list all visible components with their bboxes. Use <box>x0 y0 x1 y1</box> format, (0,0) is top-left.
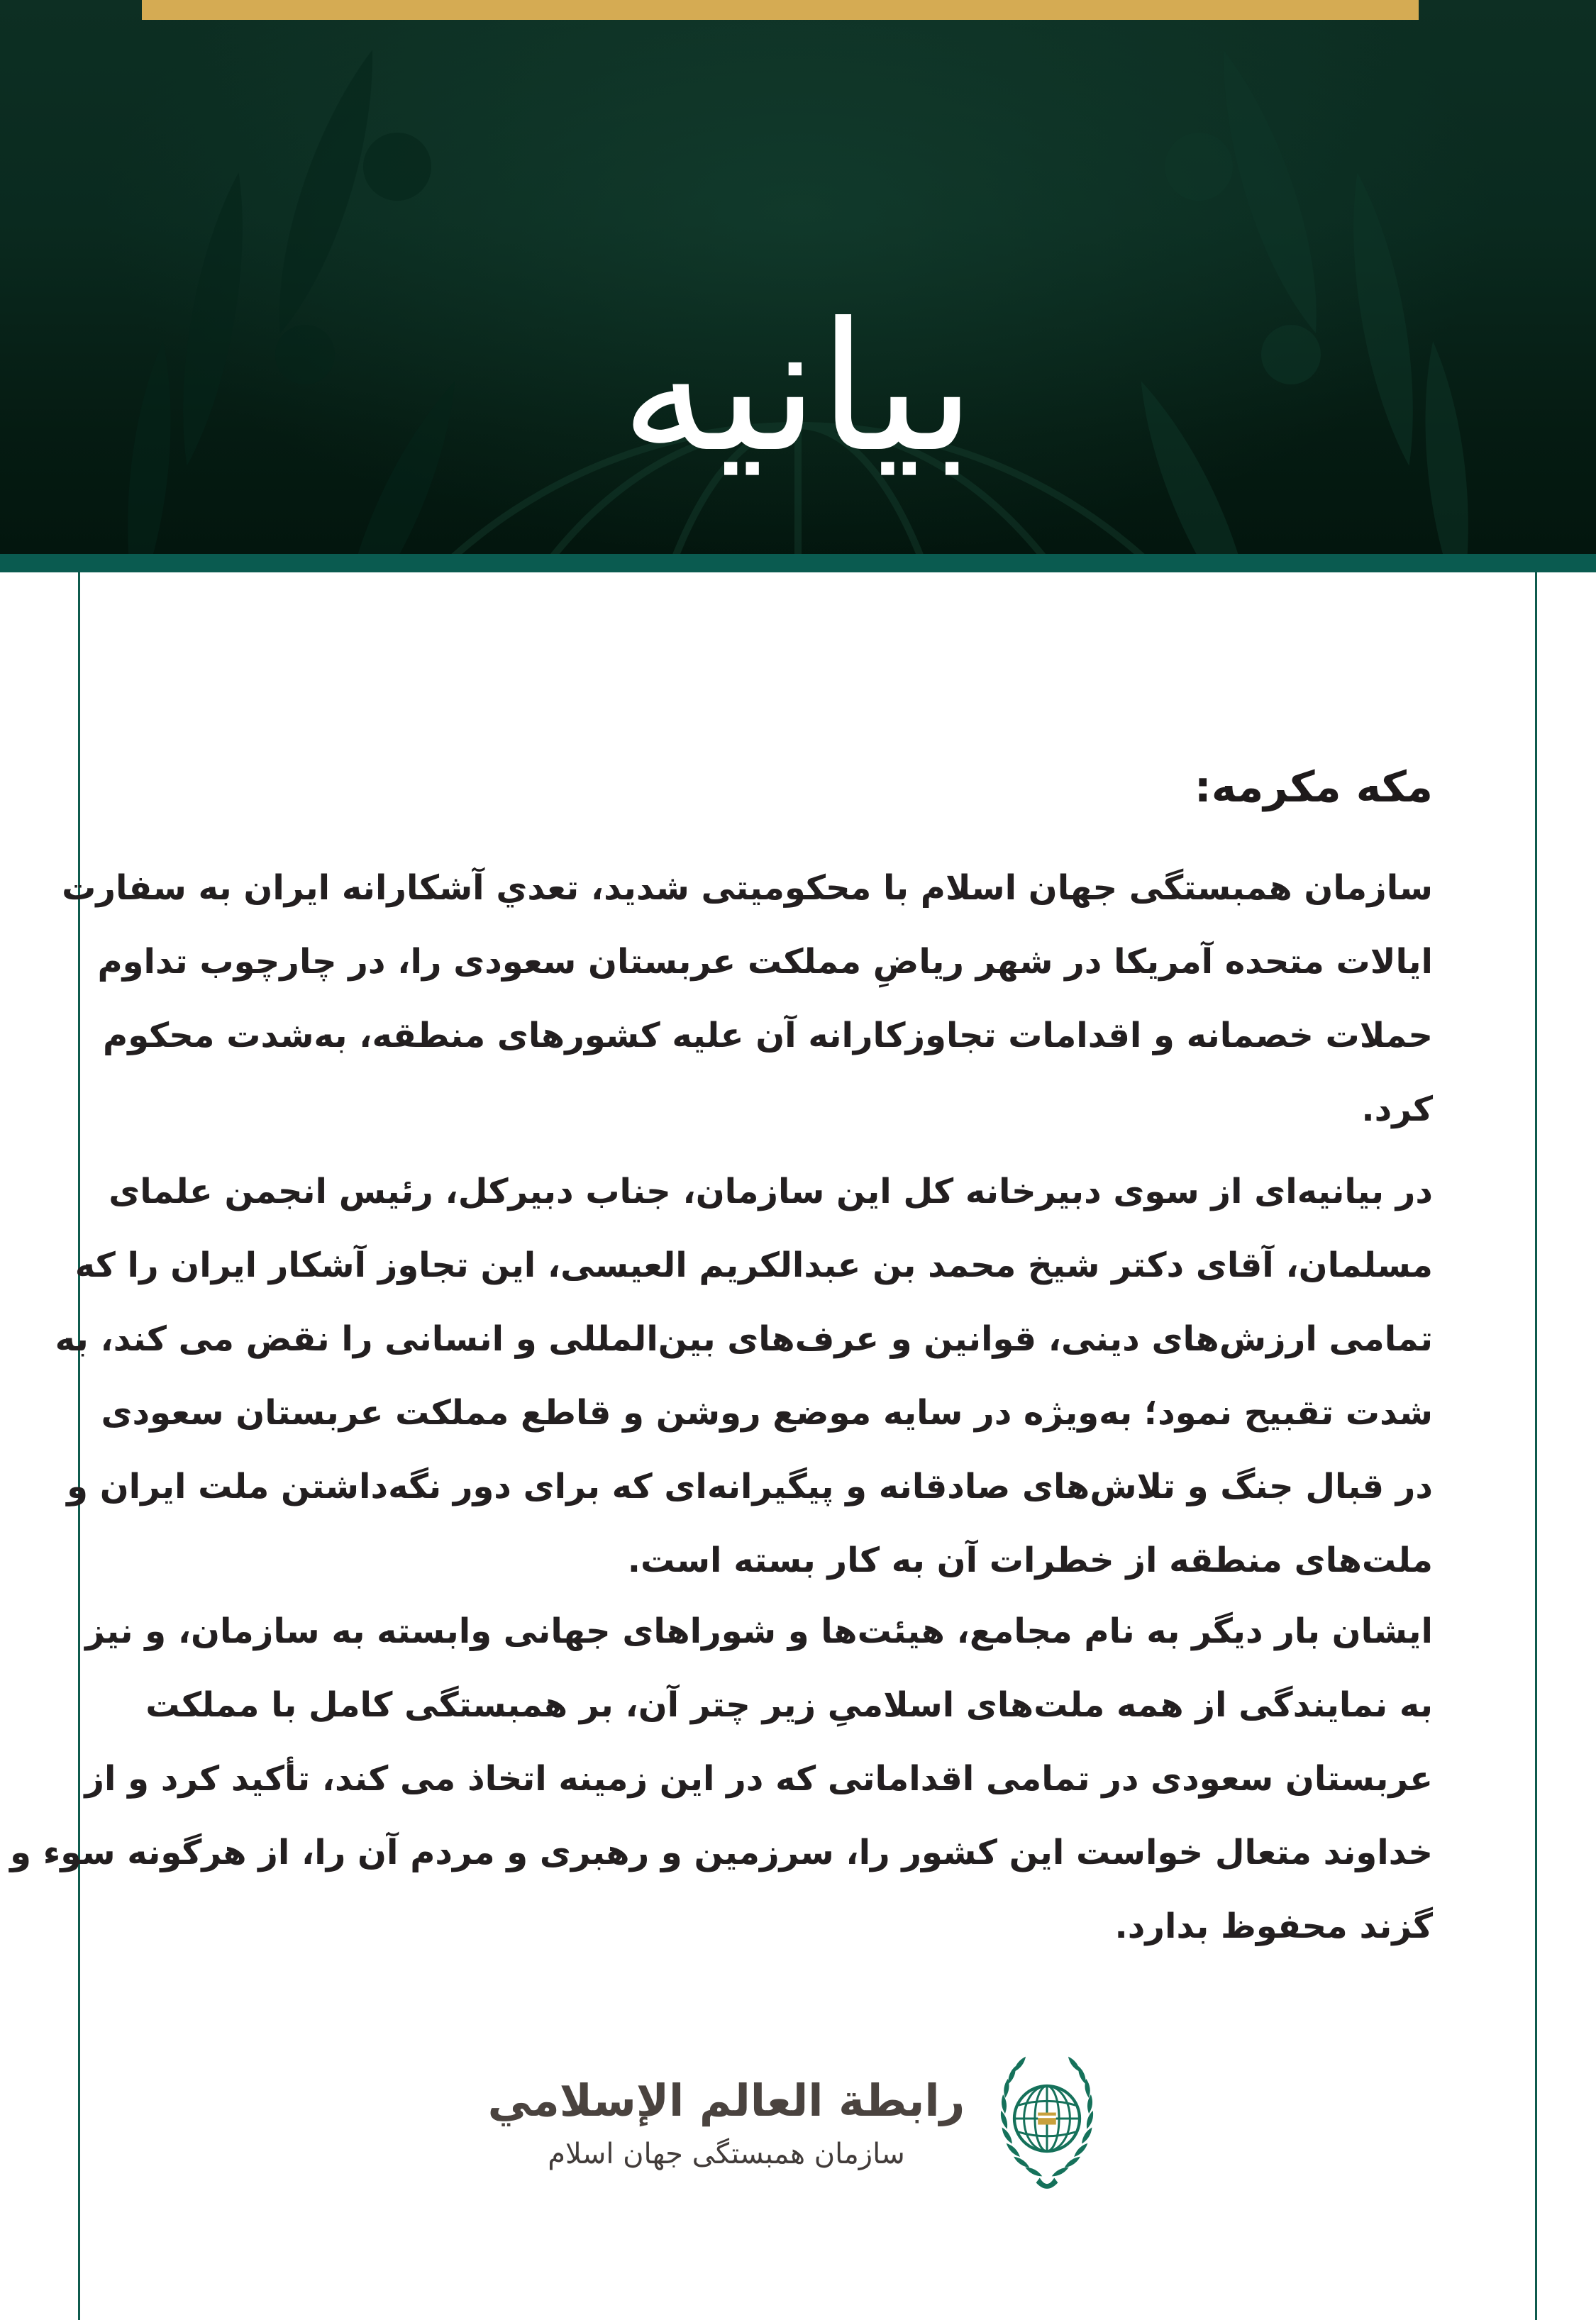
paragraph-line: تمامی ارزش‌های دینی، قوانین و عرف‌های بین‌المللی و انسانی را نقض می کند، به <box>55 1319 1433 1359</box>
paragraph-line: عربستان سعودی در تمامی اقداماتی که در این زمینه اتخاذ می کند، تأکید کرد و از <box>84 1759 1433 1799</box>
arabic-calligraphy-title: رابطة العالم الإسلامي <box>487 2074 965 2126</box>
paragraph-line: گزند محفوظ بدارد. <box>1114 1906 1433 1946</box>
statement-title: بیانیه <box>620 284 976 491</box>
paragraph-line: ایشان بار دیگر به نام مجامع، هیئت‌ها و شوراهای جهانی وابسته به سازمان، و نیز <box>85 1611 1433 1651</box>
kaaba-icon <box>1038 2113 1057 2125</box>
paragraph-line: حملات خصمانه و اقدامات تجاوزکارانه آن علیه کشورهای منطقه، به‌شدت محکوم <box>103 1016 1433 1055</box>
paragraph-line: به نمایندگی از همه ملت‌های اسلامیِ زیر چتر آن، بر همبستگی کامل با مملکت <box>145 1685 1433 1725</box>
paragraph-line: ایالات متحده آمریکا در شهر ریاضِ مملکت عربستان سعودی را، در چارچوب تداوم <box>97 942 1433 982</box>
paragraph-line: در قبال جنگ و تلاش‌های صادقانه و پیگیرانه‌ای که برای دور نگه‌داشتن ملت ایران و <box>67 1467 1433 1506</box>
salutation-heading: مکه مکرمه: <box>1194 762 1433 812</box>
gold-accent-bar <box>142 0 1419 20</box>
paragraph-line: کرد. <box>1361 1089 1433 1129</box>
statement-paragraph-2 <box>55 1155 1433 1597</box>
paragraph-line: شدت تقبیح نمود؛ به‌ویژه در سایه موضع روشن و قاطع مملکت عربستان سعودی <box>101 1393 1433 1433</box>
statement-paragraph-1 <box>62 851 1433 1146</box>
organization-logo-text <box>488 2075 965 2171</box>
organization-name: سازمان همبستگی جهان اسلام <box>548 2138 905 2171</box>
statement-paragraph-3 <box>10 1594 1433 1963</box>
paragraph-line: خداوند متعال خواست این کشور را، سرزمین و رهبری و مردم آن را، از هرگونه سوء و <box>10 1833 1433 1872</box>
paragraph-line: سازمان همبستگی جهان اسلام با محکومیتی شدید، تعدي آشکارانه ایران به سفارت <box>62 868 1433 908</box>
statement-header <box>0 0 1596 554</box>
paragraph-line: مسلمان، آقای دکتر شیخ محمد بن عبدالکریم العیسی، این تجاوز آشکار ایران را که <box>74 1245 1433 1285</box>
paragraph-line: ملت‌های منطقه از خطرات آن به کار بسته است. <box>627 1541 1433 1580</box>
organization-logo <box>0 2053 1596 2192</box>
teal-divider <box>0 554 1596 572</box>
globe-kaaba-wreath-emblem-icon <box>986 2053 1108 2192</box>
globe <box>1014 2086 1080 2151</box>
paragraph-line: در بیانیه‌ای از سوی دبیرخانه کل این سازمان، جناب دبیرکل، رئیس انجمن علمای <box>109 1172 1433 1211</box>
